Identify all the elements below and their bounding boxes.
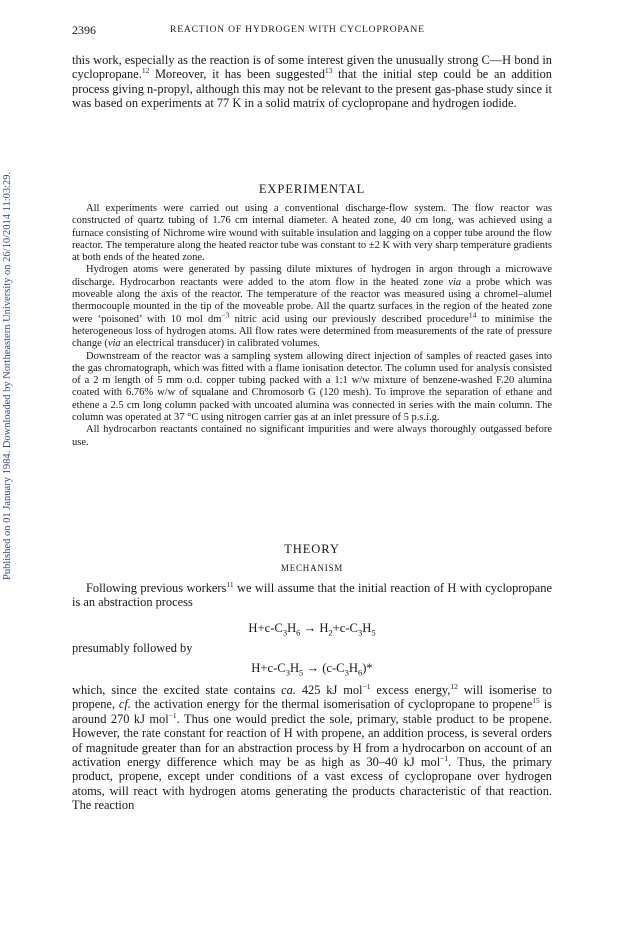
running-header — [72, 23, 552, 39]
running-head: REACTION OF HYDROGEN WITH CYCLOPROPANE — [170, 24, 425, 35]
theory-heading: THEORY — [284, 542, 340, 556]
experimental-paragraph-3: Downstream of the reactor was a sampling system allowing direct injection of samples of reacted gases into the gas chromatograph, which was fitted with a flame ionisation detector. The column used for analysis consisted of a 2 m length of 5 mm o.d. copper tubing packed with a 1:1 w/w mixture of benzene-washed F.20 alumina coated with 6.76% w/w of squalane and Chromosorb G (120 mesh). To improve the separation of ethane and ethene a 2.5 cm long column packed with uncoated alumina was connected in series with the main column. The column was operated at 37 °C using nitrogen carrier gas at an inlet pressure of 5 p.s.i.g. — [72, 350, 552, 424]
page-number: 2396 — [72, 23, 96, 37]
equation-abstraction: $H+c-C_3H_6 \to H_2+c-C_3H_5$ — [248, 621, 376, 638]
download-notice: Published on 01 January 1984. Downloaded by Northeastern University on 26/10/2014 11:03:29. — [2, 171, 13, 580]
experimental-paragraph-2: Hydrogen atoms were generated by passing dilute mixtures of hydrogen in argon through a microwave discharge. Hydrocarbon reactants were added to the atom flow in the heated zone via a probe which was moveable along the axis of the reactor. The temperature of the reactor was measured using a chromel–alumel thermocouple mounted in the tip of the moveable probe. All the quartz surfaces in the region of the heated zone were ‘poisoned’ with 10 mol $dm^{-3}$ nitric acid using our previously described procedure$^{14}$ to minimise the heterogeneous loss of hydrogen atoms. All flow rates were determined from measurements of the rate of pressure change (via an electrical transducer) in calibrated volumes. — [72, 264, 553, 350]
experimental-section — [72, 203, 552, 449]
theory-paragraph-1: Following previous workers$^{11}$ we will assume that the initial reaction of H with cyclopropane is an abstraction process — [72, 579, 552, 610]
mechanism-subheading: MECHANISM — [280, 563, 344, 573]
experimental-heading: EXPERIMENTAL — [258, 182, 366, 196]
theory-paragraph-2: presumably followed by — [72, 641, 193, 655]
intro-paragraph: this work, especially as the reaction is of some interest given the unusually strong C—H bond in cyclopropane.$^{12}$ Moreover, it has been suggested$^{13}$ that the initial step could be an addition process giving n-propyl, although this may not be relevant to the present gas-phase study since it was based on experiments at 77 K in a solid matrix of cyclopropane and hydrogen iodide. — [72, 53, 552, 111]
equation-recombination: $H+c-C_3H_5 \to (c-C_3H_6)*$ — [251, 661, 373, 678]
experimental-paragraph-1: All experiments were carried out using a conventional discharge-flow system. The flow reactor was constructed of quartz tubing of 1.76 cm internal diameter. A heated zone, 40 cm long, was achieved using a furnace consisting of Nichrome wire wound with suitable insulation and lagging on a copper tube around the flow reactor. The temperature along the heated reactor tube was constant to ±2 K with very sharp temperature gradients at both ends of the heated zone. — [72, 203, 552, 264]
theory-paragraph-3: which, since the excited state contains ca. 425 kJ mol$^{-1}$ excess energy,$^{12}$ will isomerise to propene, cf. the activation energy for the thermal isomerisation of cyclopropane to propene$^{15}$ is around 270 kJ mol$^{-1}$. Thus one would predict the sole, primary, stable product to be propene. However, the rate constant for reaction of H with propene, an addition process, is several orders of magnitude greater than for an abstraction process by H from a hydrocarbon on account of an activation energy difference which may be as high as 30–40 kJ mol$^{-1}$. Thus, the primary product, propene, except under conditions of a vast excess of cyclopropane over hydrogen atoms, will react with hydrogen atoms generating the products characteristic of that reaction. The reaction — [72, 681, 552, 813]
experimental-paragraph-4: All hydrocarbon reactants contained no significant impurities and were always thoroughly outgassed before use. — [72, 424, 552, 448]
